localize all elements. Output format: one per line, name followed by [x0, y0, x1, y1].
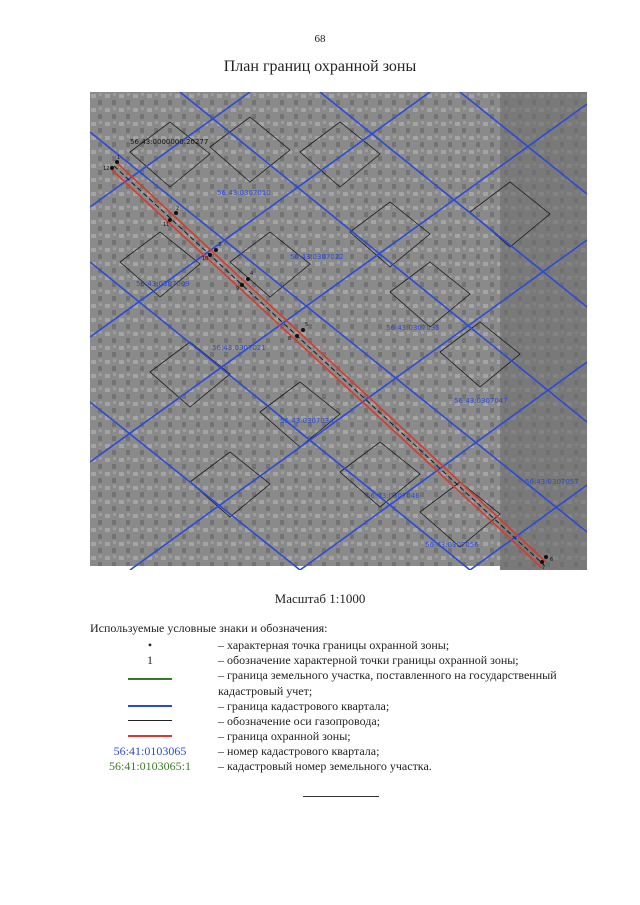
point-label: 12 [103, 166, 110, 172]
zone-line-symbol [128, 735, 172, 737]
legend-title: Используемые условные знаки и обозначения: [90, 621, 328, 635]
legend-row-parcel [90, 667, 610, 699]
point-label: 6 [550, 557, 554, 563]
point-label: 3 [218, 242, 222, 248]
axis-line-symbol [128, 720, 172, 721]
point-label: 9 [236, 286, 240, 292]
parcel-number-sample: 56:41:0103065:1 [108, 759, 191, 773]
point-label: 2 [176, 206, 180, 212]
point-label: 10 [202, 256, 209, 262]
parcel-number-label: 56:43:0000000:20277 [130, 138, 209, 146]
point-label: 7 [542, 565, 546, 570]
legend-text: – номер кадастрового квартала; [218, 744, 380, 758]
point-label: 5 [305, 322, 309, 328]
dark-strip [500, 92, 587, 570]
quarter-label: 56:43:0307056 [425, 541, 479, 549]
legend-row-axis [90, 713, 610, 729]
quarter-label: 56:43:0307057 [525, 478, 579, 486]
legend-text: – характерная точка границы охранной зоны; [218, 638, 450, 652]
point-label: 4 [250, 271, 254, 277]
parcel-line-symbol [128, 678, 172, 680]
quarter-label: 56:43:0307021 [212, 344, 266, 352]
legend-text: – обозначение оси газопровода; [218, 714, 381, 728]
legend-row-quarter [90, 698, 610, 714]
legend-text: – обозначение характерной точки границы охранной зоны; [218, 653, 519, 667]
legend-row-point [90, 637, 610, 653]
quarter-label: 56:43:0307046 [366, 492, 420, 500]
page-number: 68 [314, 33, 326, 45]
legend-text: – граница земельного участка, поставленного на государственный кадастровый учет; [218, 668, 557, 698]
legend-row-zone [90, 728, 610, 744]
quarter-label: 56:43:0307035 [386, 324, 440, 332]
quarter-line-symbol [128, 705, 172, 707]
point-symbol: • [147, 638, 153, 652]
quarter-label: 56:43:0307047 [454, 397, 508, 405]
point-label: 11 [163, 222, 170, 228]
quarter-label: 56:43:0307034 [280, 417, 334, 425]
legend-text: – граница кадастрового квартала; [218, 699, 390, 713]
quarter-label: 56:43:0307010 [217, 189, 271, 197]
scale-label: Масштаб 1:1000 [274, 591, 366, 606]
quarter-label: 56:43:0307009 [136, 280, 190, 288]
separator-line [303, 796, 379, 797]
map-plan [90, 92, 587, 570]
page-title: План границ охранной зоны [223, 58, 417, 75]
quarter-label: 56:43:0307022 [290, 253, 344, 261]
point-label: 1 [117, 155, 121, 161]
legend-row-quarter-number [90, 743, 610, 759]
point-label: 8 [288, 336, 292, 342]
legend-row-parcel-number [90, 758, 610, 774]
legend-text: – кадастровый номер земельного участка. [218, 759, 432, 773]
legend-row-point-label [90, 652, 610, 668]
point-number-symbol: 1 [147, 653, 153, 667]
map-canvas [90, 92, 587, 570]
legend-text: – граница охранной зоны; [218, 729, 351, 743]
quarter-number-sample: 56:41:0103065 [113, 744, 187, 758]
